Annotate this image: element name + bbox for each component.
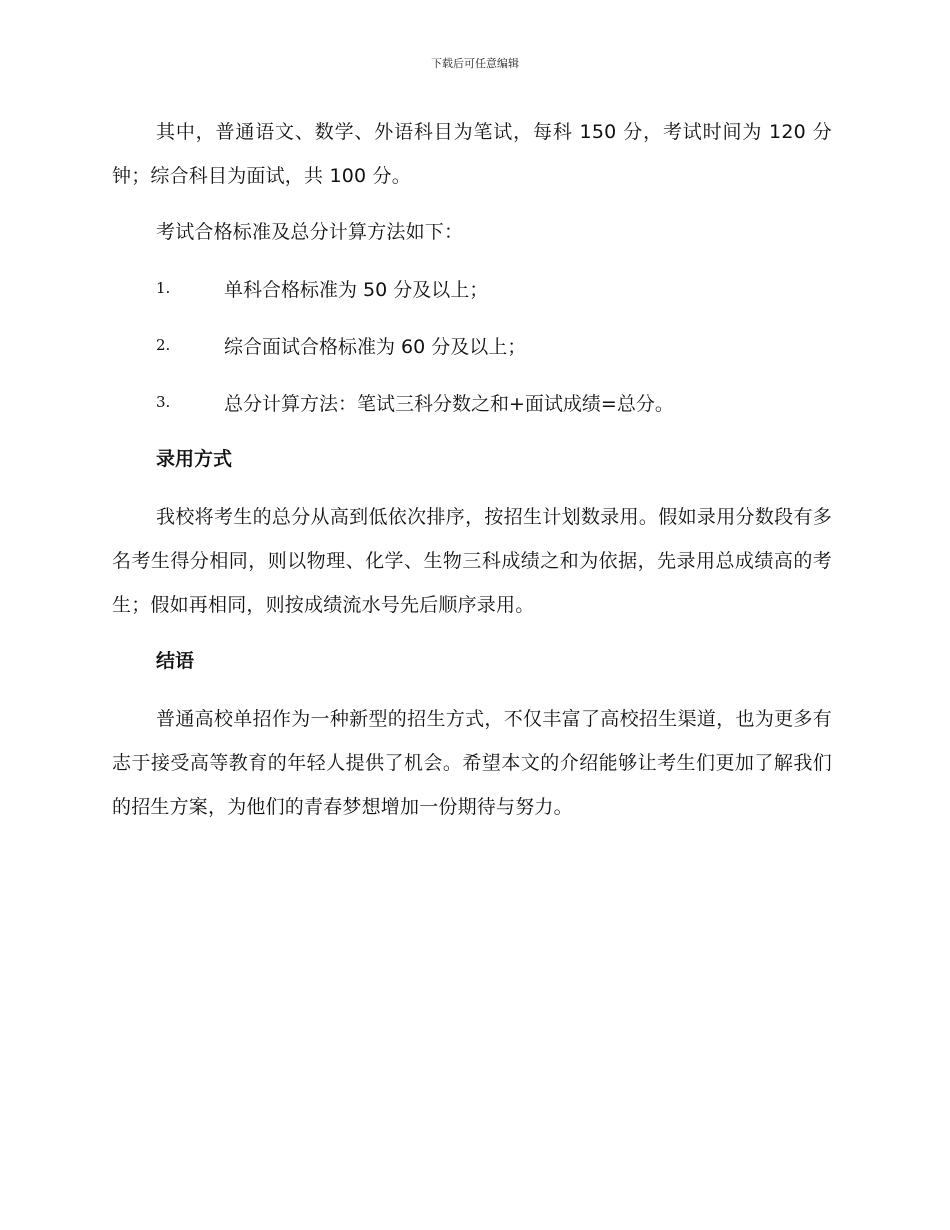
list-text: 总分计算方法：笔试三科分数之和+面试成绩=总分。 — [224, 392, 674, 415]
page-header: 下载后可任意编辑 — [431, 57, 519, 70]
admission-heading: 录用方式 — [156, 448, 233, 470]
list-number: 1. — [156, 279, 171, 297]
conclusion-heading: 结语 — [156, 650, 195, 672]
document-body — [112, 110, 832, 841]
list-number: 3. — [156, 393, 171, 411]
list-text: 综合面试合格标准为 60 分及以上； — [224, 335, 527, 358]
list-item — [112, 266, 832, 310]
list-item — [112, 380, 832, 424]
admission-paragraph: 我校将考生的总分从高到低依次排序，按招生计划数录用。假如录用分数段有多名考生得分相同，则以物理、化学、生物三科成绩之和为依据，先录用总成绩高的考生；假如再相同，则按成绩流水号先后顺序录用。 — [112, 506, 832, 616]
list-number: 2. — [156, 336, 171, 354]
exam-subjects-paragraph: 其中，普通语文、数学、外语科目为笔试，每科 150 分，考试时间为 120 分钟；综合科目为面试，共 100 分。 — [112, 121, 832, 187]
standards-list — [112, 266, 832, 424]
list-text: 单科合格标准为 50 分及以上； — [224, 278, 489, 301]
conclusion-paragraph: 普通高校单招作为一种新型的招生方式，不仅丰富了高校招生渠道，也为更多有志于接受高等教育的年轻人提供了机会。希望本文的介绍能够让考生们更加了解我们的招生方案，为他们的青春梦想增加一份期待与努力。 — [112, 708, 832, 818]
list-item — [112, 323, 832, 367]
standards-intro-paragraph: 考试合格标准及总分计算方法如下： — [156, 221, 464, 243]
